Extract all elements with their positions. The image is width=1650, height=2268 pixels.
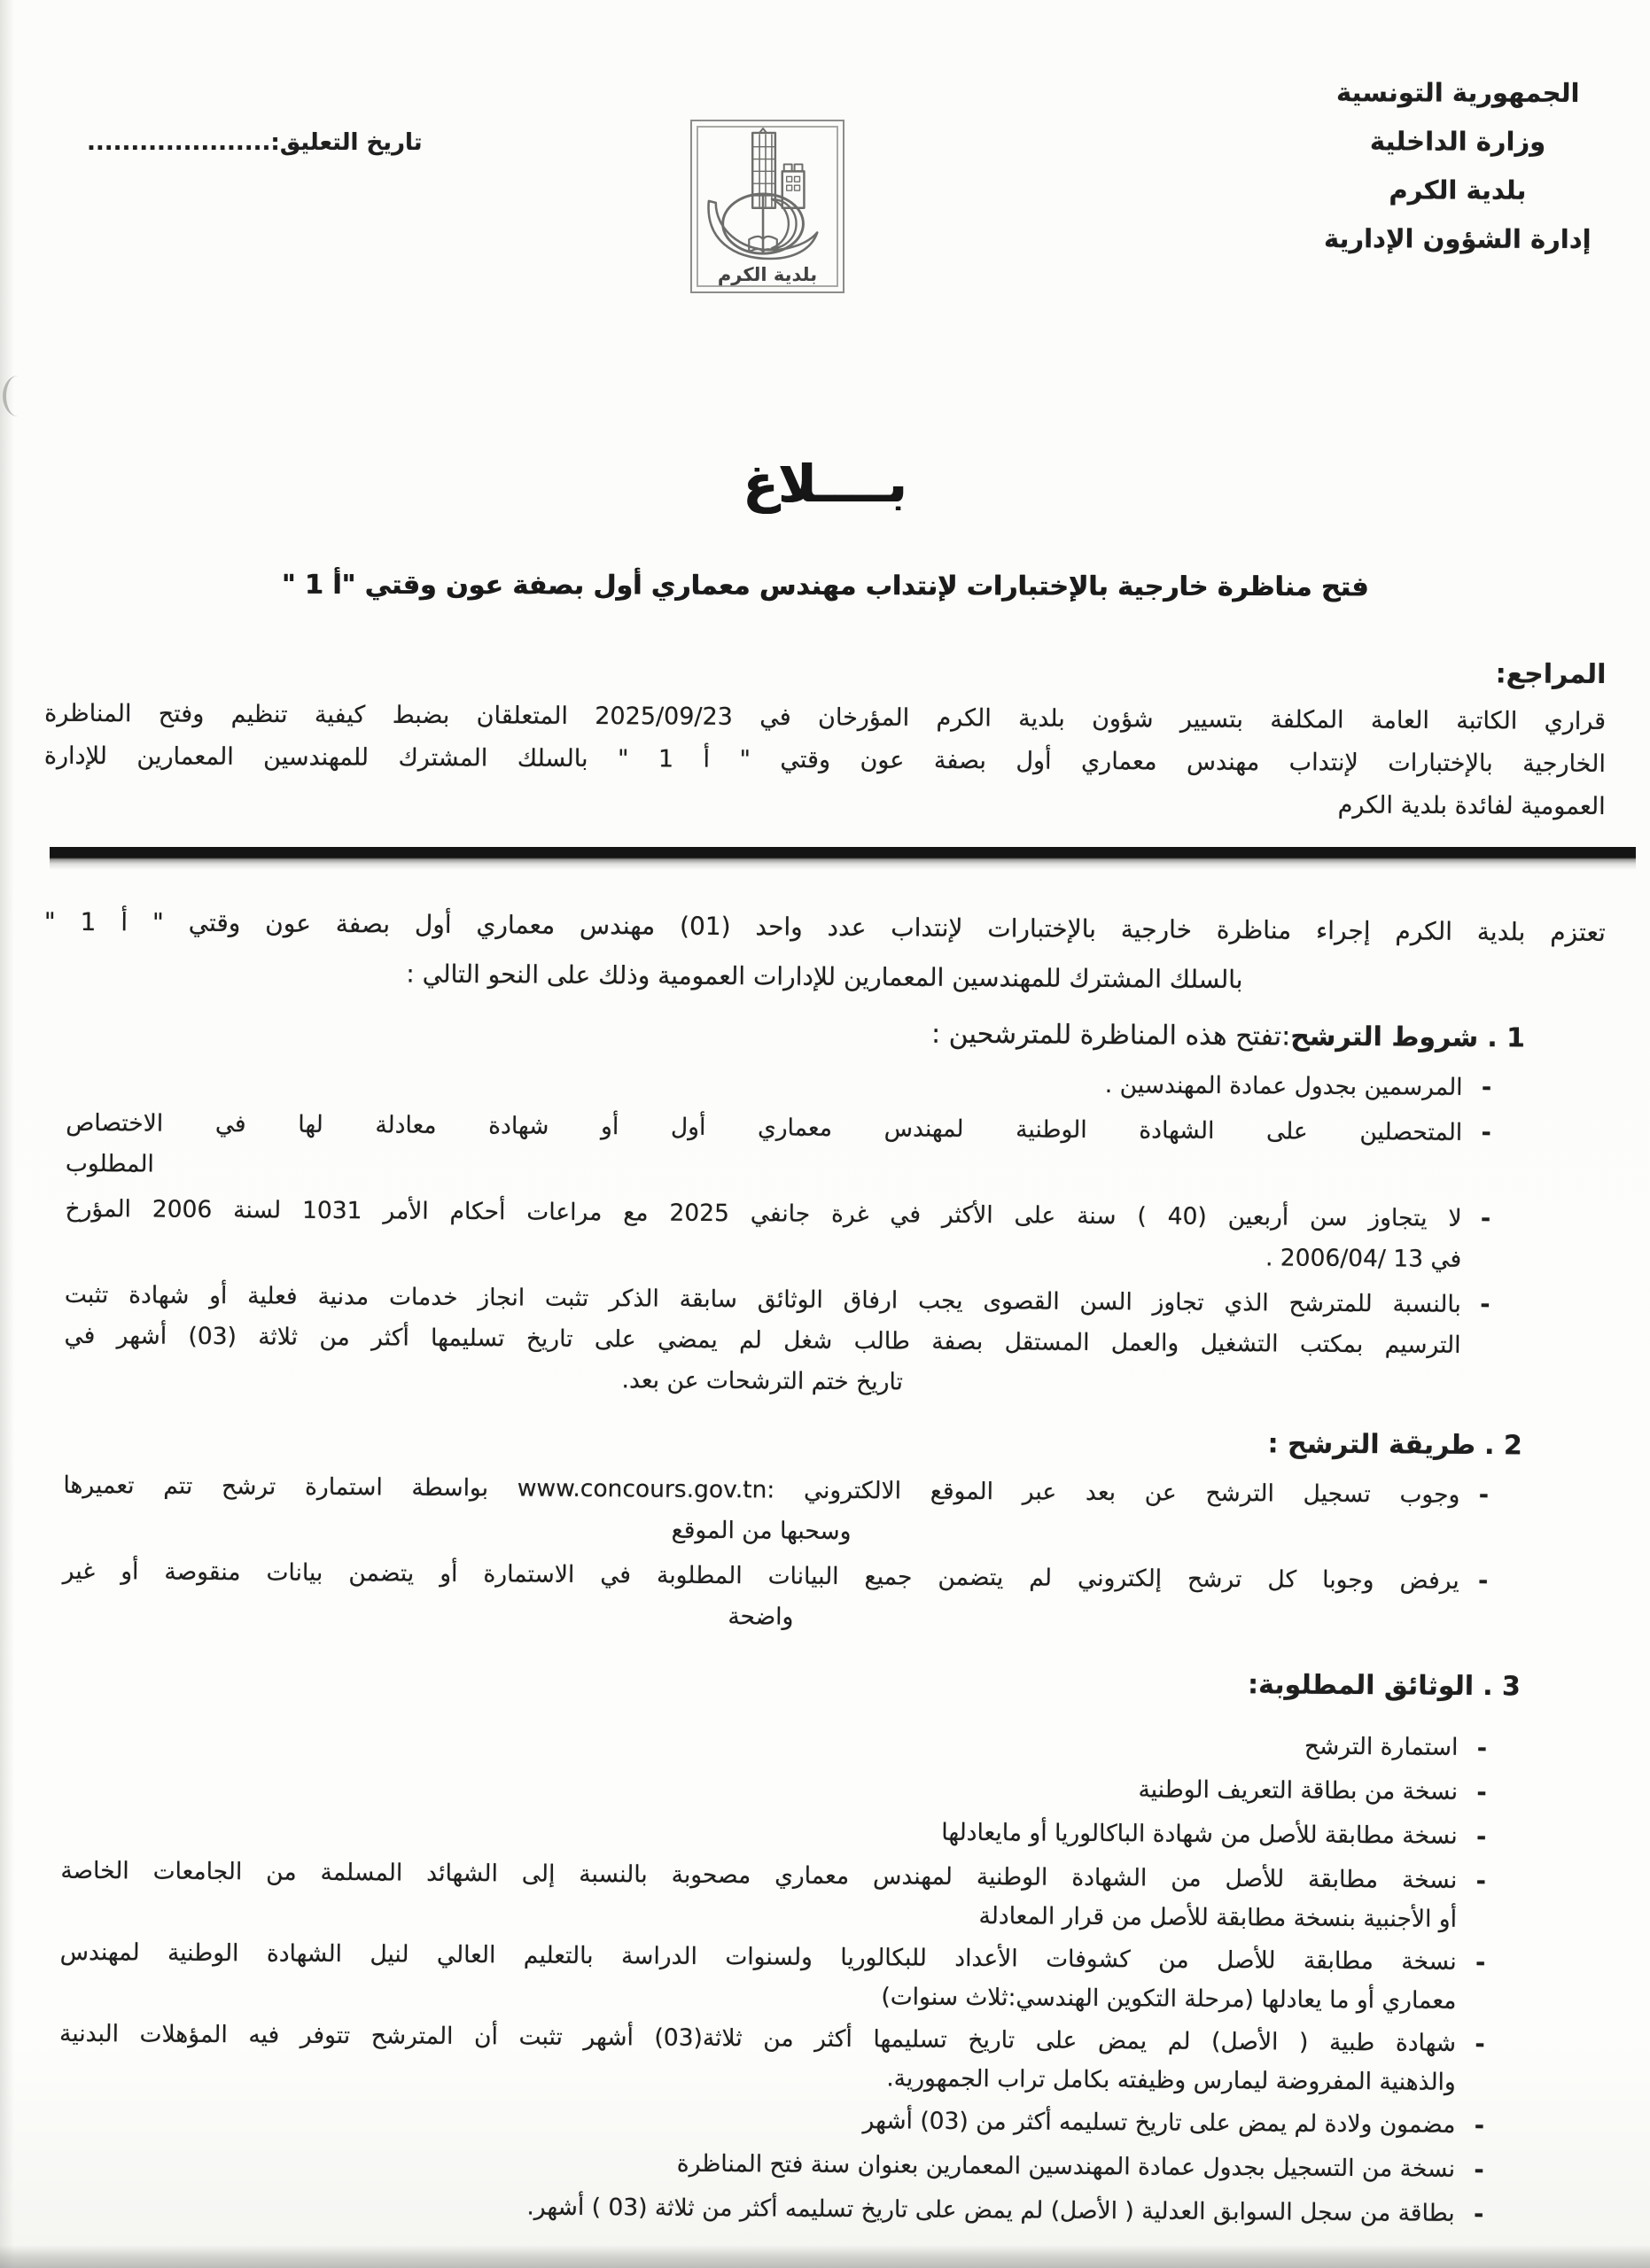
text-line: شهادة طبية ( الأصل) لم يمض على تاريخ تسليمها أكثر من ثلاثة(03) أشهر تثبت أن المترشح تتوفر فيه المؤهلات البدنية <box>58 2019 1457 2057</box>
logo-caption: بلدية الكرم <box>717 264 818 285</box>
municipality-emblem-icon <box>697 128 837 260</box>
text-line: نسخة مطابقة للأصل من شهادة الباكالوريا أو مايعادلها <box>941 1818 1458 1850</box>
text-line: العمومية لفائدة بلدية الكرم <box>1337 791 1606 820</box>
org-line-municipality: بلدية الكرم <box>1389 175 1527 206</box>
list-item <box>61 1807 1493 1858</box>
list-item <box>63 1465 1496 1557</box>
list-item-text <box>59 1933 1457 2021</box>
references-paragraph <box>44 693 1607 828</box>
org-line-ministry: وزارة الداخلية <box>1369 126 1546 157</box>
scan-bottom-shadow <box>0 2245 1650 2268</box>
list-item <box>62 1551 1495 1643</box>
list-item-text <box>59 2015 1457 2102</box>
list-item-text <box>58 2096 1455 2147</box>
org-line-department: إدارة الشؤون الإدارية <box>1323 223 1592 254</box>
text-line: الخارجية بالإختبارات لإنتداب مهندس معماري أول بصفة عون وقتي " أ 1 " بالسلك المشترك للمهندسين المعمارين للإدارة <box>43 742 1606 778</box>
list-item <box>59 2015 1492 2102</box>
municipality-logo <box>690 120 844 293</box>
text-line: نسخة من بطاقة التعريف الوطنية <box>1138 1775 1459 1806</box>
text-line: تعتزم بلدية الكرم إجراء مناظرة خارجية بالإختبارات لإنتداب عدد واحد (01) مهندس معماري أول بصفة عون وقتي " أ 1 " <box>43 906 1606 947</box>
text-line: بطاقة من سجل السوابق العدلية ( الأصل) لم يمض على تاريخ تسليمه أكثر من ثلاثة (03 ) أشهر. <box>526 2193 1455 2227</box>
intro-paragraph <box>43 897 1606 1007</box>
document-subtitle: فتح مناظرة خارجية بالإختبارات لإنتداب مهندس معماري أول بصفة عون وقتي "أ 1 " <box>281 569 1369 603</box>
list-item-text <box>61 1807 1458 1858</box>
text-line: المطلوب <box>65 1149 154 1178</box>
section-title: طريقة الترشح : <box>1267 1428 1476 1461</box>
list-item <box>61 1719 1493 1769</box>
text-line: وسحبها من الموقع <box>671 1516 852 1546</box>
posting-date-dotted-line: ..................... <box>87 129 271 156</box>
text-line: نسخة من التسجيل بجدول عمادة المهندسين المعمارين بعنوان سنة فتح المناظرة <box>676 2149 1456 2183</box>
list-item <box>64 1275 1497 1407</box>
list-item-text <box>61 1719 1458 1769</box>
bullet-dash-icon: - <box>1478 1481 1490 1510</box>
list-item-text <box>66 1058 1462 1108</box>
text-line: بالسلك المشترك للمهندسين المعمارين للإدارات العمومية وذلك على النحو التالي : <box>406 959 1243 995</box>
section-heading-required-documents <box>39 1661 1521 1703</box>
bullet-dash-icon: - <box>1473 2200 1484 2229</box>
text-line: قراري الكاتبة العامة المكلفة بتسيير شؤون بلدية الكرم المؤرخان في 2025/09/23 المتعلقان بضبط كيفية تنظيم وفتح المناظرة <box>44 699 1607 736</box>
list-item <box>58 2096 1490 2147</box>
text-line: وجوب تسجيل الترشح عن بعد عبر الموقع الالكتروني :www.concours.gov.tn بواسطة استمارة ترشح تتم تعميرها <box>63 1471 1460 1509</box>
section-title: الوثائق المطلوبة: <box>1247 1669 1475 1702</box>
text-line: الترسيم بمكتب التشغيل والعمل المستقل بصفة طالب شغل لم يمضي على تاريخ تسليمها أكثر من ثلاثة (03) أشهر في <box>64 1321 1461 1359</box>
text-line: في 13 /2006/04 . <box>1265 1244 1462 1273</box>
text-line: يرفض وجوبا كل ترشح إلكتروني لم يتضمن جميع البيانات المطلوبة في الاستمارة أو يتضمن بيانات منقوصة أو غير <box>62 1557 1459 1595</box>
organization-header <box>1303 68 1614 264</box>
text-line: بالنسبة للمترشح الذي تجاوز السن القصوى يجب ارفاق الوثائق سابقة الذكر تثبت انجاز خدمات مدنية فعلية أو شهادة تثبت <box>64 1280 1461 1318</box>
text-line: والذهنية المفروضة ليمارس وظيفته بكامل تراب الجمهورية. <box>886 2064 1456 2096</box>
required-documents-list <box>58 1719 1494 2235</box>
section-number: 2 . <box>1483 1430 1522 1462</box>
application-method-list <box>62 1465 1495 1643</box>
list-item-text <box>58 2185 1455 2235</box>
text-line: نسخة مطابقة للأصل من كشوفات الأعداد للبكالوريا ولسنوات الدراسة بالتعليم العالي لنيل الشهادة الوطنية لمهندس <box>59 1938 1457 1976</box>
references-section <box>44 651 1607 828</box>
text-line: أو الأجنبية بنسخة مطابقة للأصل من قرار المعادلة <box>978 1902 1458 1933</box>
list-item-text <box>66 1103 1463 1194</box>
bullet-dash-icon: - <box>1474 2111 1485 2140</box>
text-line: معماري أو ما يعادلها (مرحلة التكوين الهندسي:ثلاث سنوات) <box>881 1983 1457 2015</box>
text-line: المرسمين بجدول عمادة المهندسين . <box>1104 1071 1463 1101</box>
text-line: تاريخ ختم الترشحات عن بعد. <box>621 1366 904 1396</box>
list-item <box>60 1852 1493 1939</box>
bullet-dash-icon: - <box>1475 1823 1487 1852</box>
list-item <box>65 1189 1498 1280</box>
bullet-dash-icon: - <box>1477 1567 1489 1596</box>
section-title: شروط الترشح <box>1290 1021 1479 1053</box>
bullet-dash-icon: - <box>1481 1074 1492 1102</box>
bullet-dash-icon: - <box>1475 1949 1486 1977</box>
text-line: استمارة الترشح <box>1304 1732 1459 1761</box>
list-item-text <box>64 1275 1461 1407</box>
list-item-text <box>62 1551 1459 1643</box>
bullet-dash-icon: - <box>1476 1735 1488 1763</box>
list-item <box>66 1058 1498 1108</box>
section-heading-application-method <box>41 1420 1522 1462</box>
list-item-text <box>63 1465 1460 1557</box>
list-item-text <box>60 1852 1458 1939</box>
bullet-dash-icon: - <box>1481 1119 1491 1147</box>
list-item-text <box>58 2140 1455 2191</box>
text-line: مضمون ولادة لم يمض على تاريخ تسليمه أكثر من (03) أشهر <box>862 2107 1456 2139</box>
list-item <box>58 2185 1490 2235</box>
document-title: بــــلاغ <box>743 454 907 514</box>
text-line: واضحة <box>728 1603 794 1631</box>
bullet-dash-icon: - <box>1476 1779 1487 1807</box>
bullet-dash-icon: - <box>1475 2031 1485 2059</box>
posting-date-field <box>87 129 423 156</box>
scan-edge-shadow <box>0 0 14 2268</box>
posting-date-label: تاريخ التعليق: <box>270 129 423 156</box>
references-heading: المراجع: <box>1495 658 1607 691</box>
list-item <box>66 1103 1498 1194</box>
bullet-dash-icon: - <box>1480 1205 1491 1233</box>
list-item <box>61 1763 1493 1814</box>
text-line: المتحصلين على الشهادة الوطنية لمهندس معماري أول أو شهادة معادلة لها في الاختصاص <box>66 1108 1463 1146</box>
list-item <box>58 2140 1490 2191</box>
bullet-dash-icon: - <box>1474 2155 1484 2185</box>
section-title-suffix: :تفتح هذه المناظرة للمترشحين : <box>930 1018 1291 1052</box>
text-line: نسخة مطابقة للأصل من الشهادة الوطنية لمهندس معماري مصحوبة بالنسبة إلى الشهائد المسلمة من الجامعات الخاصة <box>60 1856 1458 1894</box>
section-number: 1 . <box>1487 1022 1526 1054</box>
bullet-dash-icon: - <box>1480 1291 1490 1319</box>
conditions-list <box>64 1058 1498 1407</box>
section-divider <box>50 847 1636 870</box>
bullet-dash-icon: - <box>1475 1868 1487 1896</box>
section-number: 3 . <box>1483 1671 1521 1703</box>
section-heading-conditions <box>43 1013 1525 1054</box>
list-item-text <box>65 1189 1462 1280</box>
list-item-text <box>61 1763 1458 1814</box>
list-item <box>59 1933 1492 2021</box>
scan-artifact <box>3 376 33 416</box>
text-line: لا يتجاوز سن أربعين (40 ) سنة على الأكثر في غرة جانفي 2025 مع مراعات أحكام الأمر 1031 لسنة 2006 المؤرخ <box>65 1194 1462 1232</box>
org-line-republic: الجمهورية التونسية <box>1335 77 1580 108</box>
document-body <box>35 897 1606 2240</box>
